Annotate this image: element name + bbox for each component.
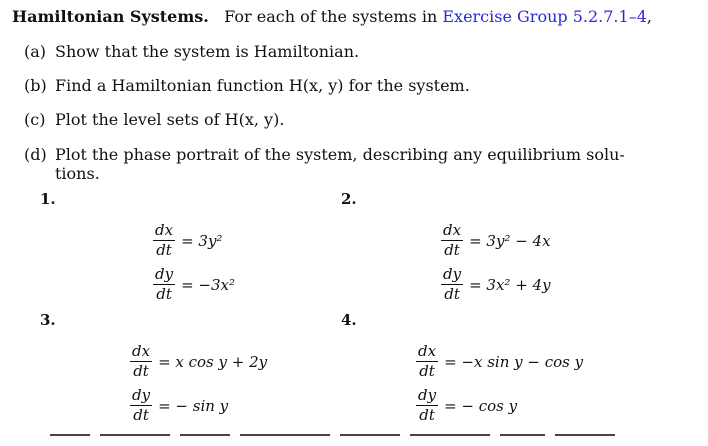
task-text: Plot the level sets of H(x, y). [55, 110, 285, 129]
derivative-fraction [416, 387, 438, 424]
task-label: (d) [24, 145, 47, 164]
numerator: dx [418, 342, 437, 360]
right-hand-side: = 3y² − 4x [469, 231, 551, 250]
derivative-fraction [153, 266, 175, 303]
denominator: dt [419, 406, 435, 424]
denominator: dt [133, 362, 149, 380]
right-hand-side: = −x sin y − cos y [444, 352, 584, 371]
numerator: dy [418, 386, 437, 404]
equation [416, 343, 583, 380]
cut-off-text-line [0, 434, 708, 446]
numerator: dy [132, 386, 151, 404]
derivative-fraction [130, 387, 152, 424]
task-d [24, 145, 625, 183]
exercise-group-link[interactable]: Exercise Group 5.2.7.1–4 [442, 7, 647, 26]
derivative-fraction [416, 343, 438, 380]
equation [416, 387, 517, 424]
task-text: Plot the phase portrait of the system, describing any equilibrium solu- [55, 145, 625, 164]
task-b [24, 76, 470, 95]
exercise-number: 3. [40, 311, 56, 329]
equation [441, 266, 551, 303]
equation [130, 343, 267, 380]
denominator: dt [156, 285, 172, 303]
numerator: dy [443, 265, 462, 283]
denominator: dt [133, 406, 149, 424]
exercise-number: 2. [341, 190, 357, 208]
numerator: dx [443, 221, 462, 239]
equation [441, 222, 551, 259]
right-hand-side: = x cos y + 2y [158, 352, 268, 371]
section-heading [12, 7, 652, 26]
denominator: dt [156, 241, 172, 259]
derivative-fraction [153, 222, 175, 259]
task-label: (a) [24, 42, 47, 61]
task-text: Find a Hamiltonian function H(x, y) for the system. [55, 76, 470, 95]
denominator: dt [444, 285, 460, 303]
numerator: dy [155, 265, 174, 283]
right-hand-side: = 3x² + 4y [469, 275, 551, 294]
section-intro: For each of the systems in [224, 7, 438, 26]
equation [130, 387, 228, 424]
right-hand-side: = −3x² [181, 275, 235, 294]
numerator: dx [132, 342, 151, 360]
right-hand-side: = − cos y [444, 396, 518, 415]
denominator: dt [419, 362, 435, 380]
task-text-continued: tions. [55, 164, 100, 183]
right-hand-side: = − sin y [158, 396, 229, 415]
denominator: dt [444, 241, 460, 259]
exercise-number: 4. [341, 311, 357, 329]
numerator: dx [155, 221, 174, 239]
task-a [24, 42, 359, 61]
right-hand-side: = 3y² [181, 231, 223, 250]
task-label: (c) [24, 110, 46, 129]
task-text: Show that the system is Hamiltonian. [55, 42, 360, 61]
exercise-number: 1. [40, 190, 56, 208]
derivative-fraction [130, 343, 152, 380]
equation [153, 222, 222, 259]
task-c [24, 110, 284, 129]
equation [153, 266, 235, 303]
derivative-fraction [441, 266, 463, 303]
section-title: Hamiltonian Systems. [12, 7, 209, 26]
heading-comma: , [646, 7, 652, 26]
derivative-fraction [441, 222, 463, 259]
task-label: (b) [24, 76, 47, 95]
